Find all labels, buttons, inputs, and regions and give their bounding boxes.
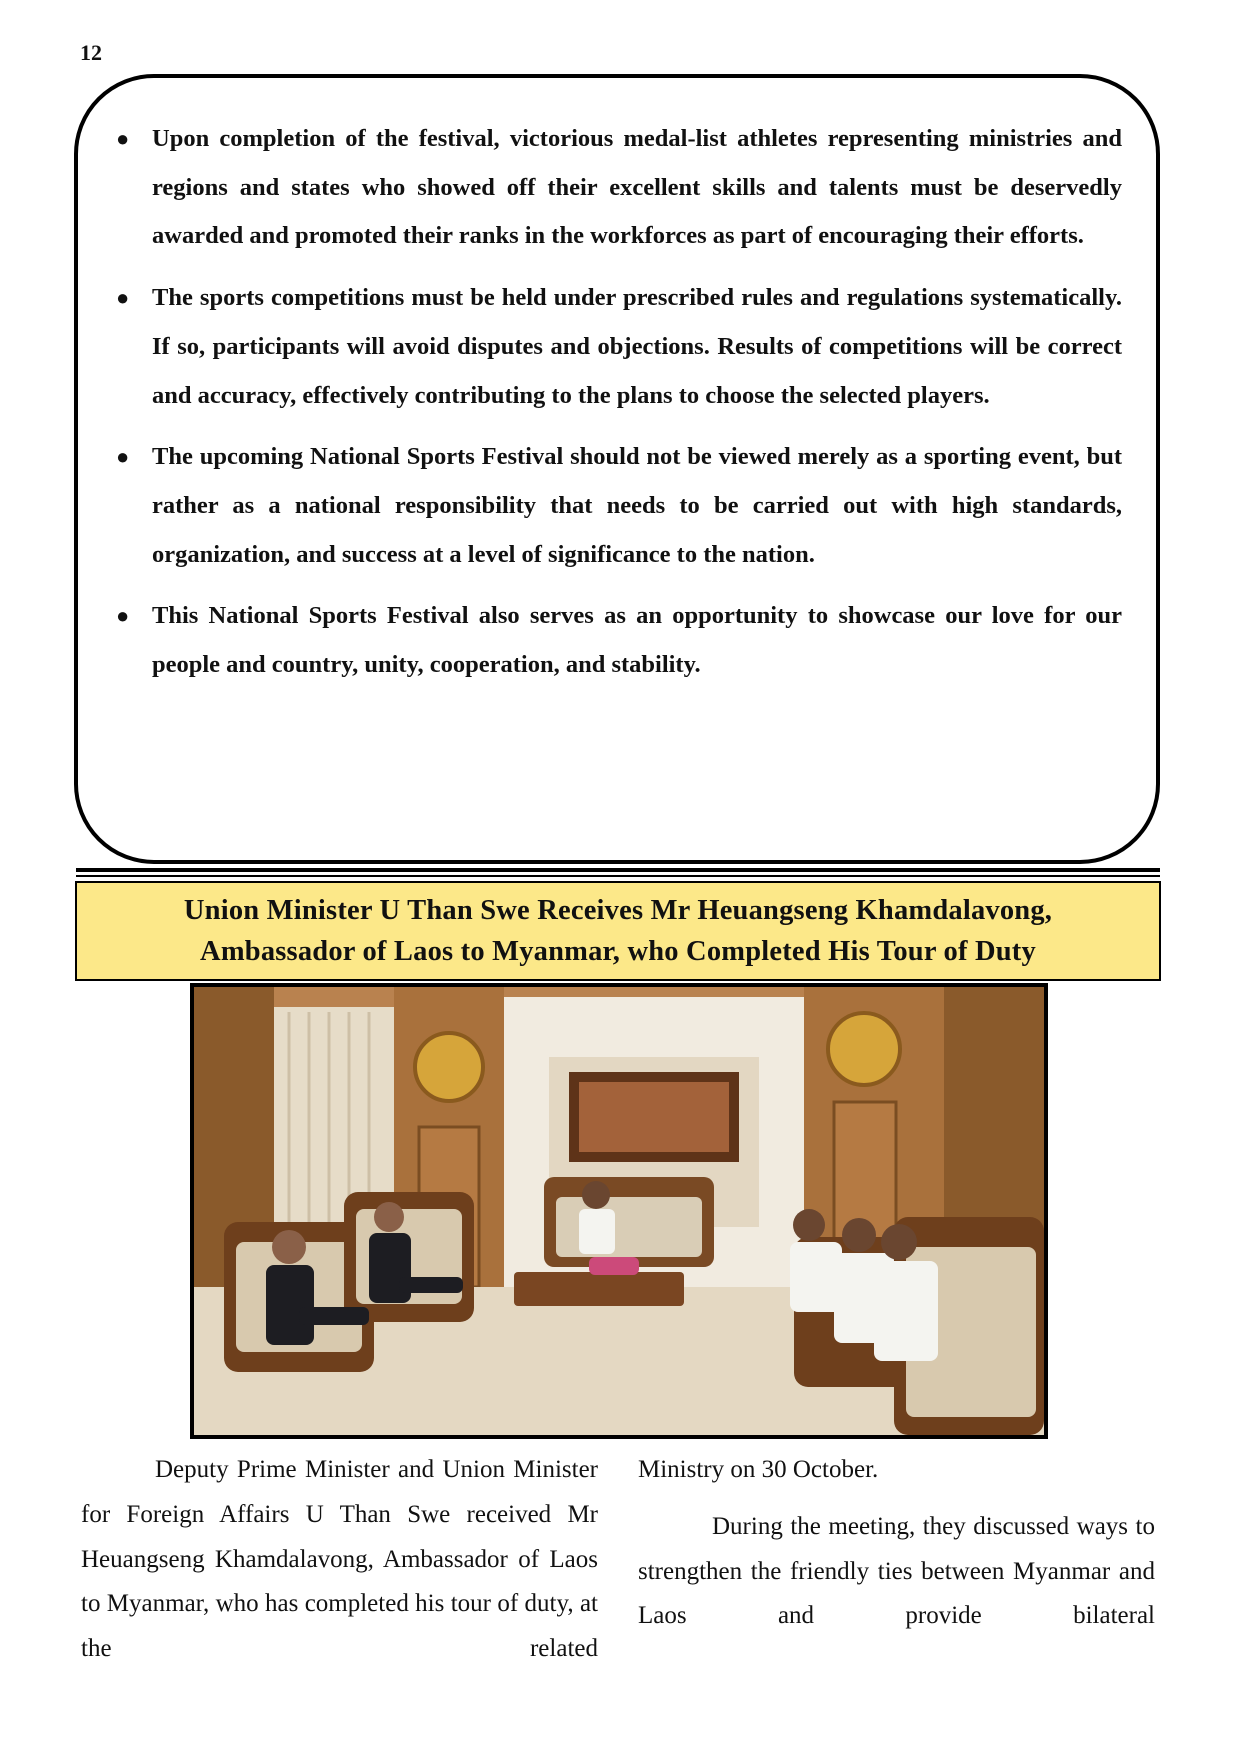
headline-line-2: Ambassador of Laos to Myanmar, who Completed His Tour of Duty [200,936,1036,967]
bullet-text: This National Sports Festival also serves as an opportunity to showcase our love for our people and country, unity, cooperation, and stability. [152,602,1122,679]
article-headline-box [75,881,1161,981]
bullet-dot-icon: ● [116,285,130,311]
bullet-text: Upon completion of the festival, victorious medal-list athletes representing ministries and regions and states who showed off their excellent skills and talents must be deservedly awarded and promoted their ranks in the workforces as part of encouraging their efforts. [152,125,1122,250]
bullet-text: The sports competitions must be held under prescribed rules and regulations systematically. If so, participants will avoid disputes and objections. Results of competitions will be correct and accuracy, effectively contributing to the plans to choose the selected players. [152,284,1122,409]
article-column-left [81,1448,598,1672]
article-column-right [638,1448,1155,1639]
article-paragraph: During the meeting, they discussed ways to strengthen the friendly ties between Myanmar and Laos and provide bilateral [638,1512,1155,1630]
meeting-photo [190,983,1048,1439]
article-paragraph-continued: Ministry on 30 October. [638,1456,879,1483]
section-divider [76,868,1160,872]
meeting-photo-illustration [194,987,1044,1435]
bullet-dot-icon: ● [116,603,130,629]
bullet-text: The upcoming National Sports Festival should not be viewed merely as a sporting event, but rather as a national responsibility that needs to be carried out with high standards, organization, and success at a level of significance to the nation. [152,443,1122,568]
bullet-item [112,115,1122,261]
section-divider-thin [76,875,1160,877]
bullet-item [112,433,1122,579]
bullet-item [112,274,1122,420]
article-headline [184,890,1052,972]
bullet-dot-icon: ● [116,444,130,470]
summary-bullet-list [112,115,1122,703]
headline-line-1: Union Minister U Than Swe Receives Mr Heuangseng Khamdalavong, [183,895,1053,926]
page-number: 12 [80,40,102,65]
bullet-dot-icon: ● [116,126,130,151]
bullet-item [112,592,1122,689]
article-paragraph: Deputy Prime Minister and Union Minister for Foreign Affairs U Than Swe received Mr Heuangseng Khamdalavong, Ambassador of Laos to Myanmar, who has completed his tour of duty, at the related [81,1456,598,1663]
